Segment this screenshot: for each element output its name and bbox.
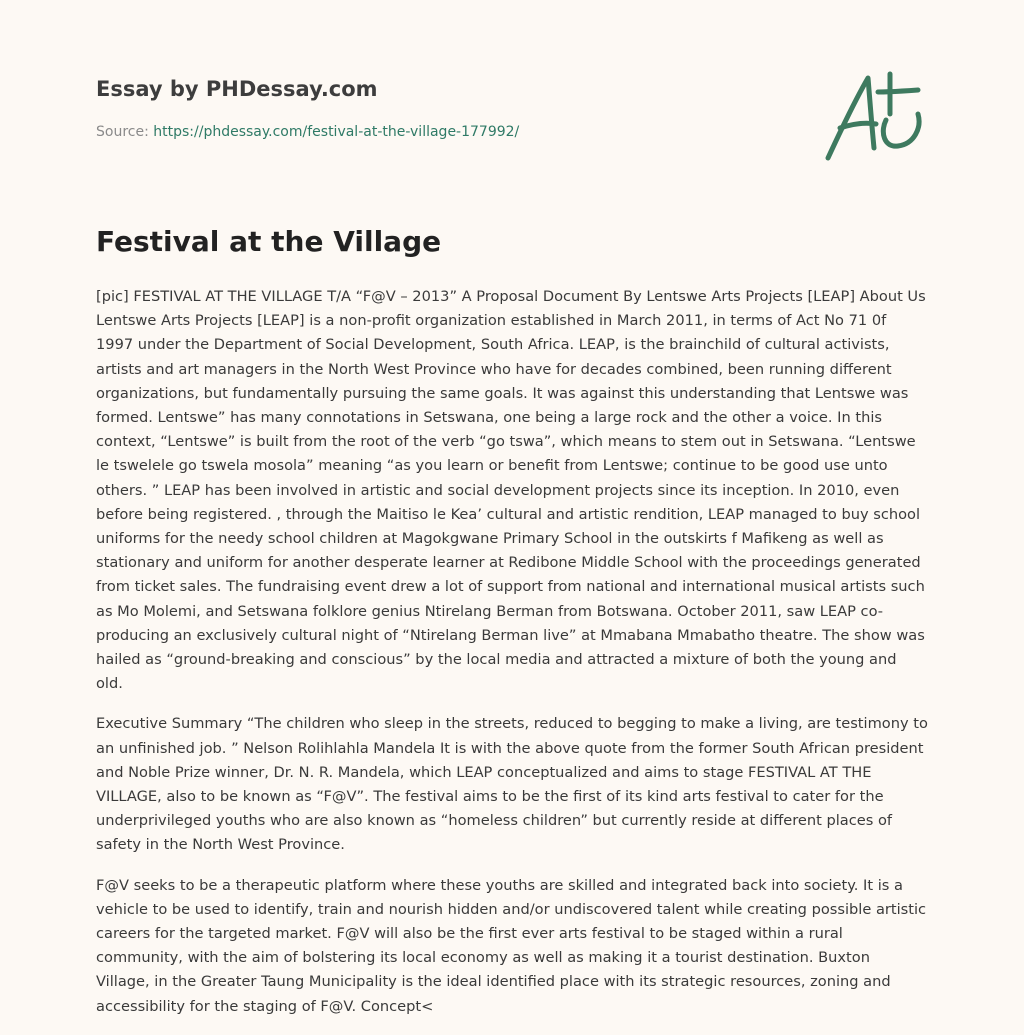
essay-paragraph: [pic] FESTIVAL AT THE VILLAGE T/A “F@V – 2013” A Proposal Document By Lentswe Arts Projects [LEAP] About Us Lentswe Arts Projects [LEAP] is a non-profit organization established in March 2011, in terms of Act No 71 0f 1997 under the Department of Social Development, South Africa. LEAP, is the brainchild of cultural activists, artists and art managers in the North West Province who have for decades combined, been running different organizations, but fundamentally pursuing the same goals. It was against this understanding that Lentswe was formed. Lentswe” has many connotations in Setswana, one being a large rock and the other a voice. In this context, “Lentswe” is built from the root of the verb “go tswa”, which means to stem out in Setswana. “Lentswe le tswelele go tswela mosola” meaning “as you learn or benefit from Lentswe; continue to be good use unto others. ” LEAP has been involved in artistic and social development projects since its inception. In 2010, even before being registered. , through the Maitiso le Kea’ cultural and artistic rendition, LEAP managed to buy school uniforms for the needy school children at Magokgwane Primary School in the outskirts f Mafikeng as well as stationary and uniform for another desperate learner at Redibone Middle School with the proceedings generated from ticket sales. The fundraising event drew a lot of support from national and international musical artists such as Mo Molemi, and Setswana folklore genius Ntirelang Berman from Botswana. October 2011, saw LEAP co-producing an exclusively cultural night of “Ntirelang Berman live” at Mmabana Mmabatho theatre. The show was hailed as “ground-breaking and conscious” by the local media and attracted a mixture of both the young and old. [96,288,926,693]
a-plus-logo-icon [820,62,930,167]
essay-title: Festival at the Village [96,225,442,258]
site-brand: Essay by PHDessay.com [96,77,378,101]
source-label: Source: [96,124,154,140]
source-link[interactable]: https://phdessay.com/festival-at-the-village-177992/ [153,124,520,140]
essay-paragraph: F@V seeks to be a therapeutic platform where these youths are skilled and integrated back into society. It is a vehicle to be used to identify, train and nourish hidden and/or undiscovered talent while creating possible artistic careers for the targeted market. F@V will also be the first ever arts festival to be staged within a rural community, with the aim of bolstering its local economy as well as making it a tourist destination. Buxton Village, in the Greater Taung Municipality is the ideal identified place with its strategic resources, zoning and accessibility for the staging of F@V. Concept< [96,876,927,1015]
essay-paragraph: Executive Summary “The children who sleep in the streets, reduced to begging to make a living, are testimony to an unfinished job. ” Nelson Rolihlahla Mandela It is with the above quote from the former South African president and Noble Prize winner, Dr. N. R. Mandela, which LEAP conceptualized and aims to stage FESTIVAL AT THE VILLAGE, also to be known as “F@V”. The festival aims to be the first of its kind arts festival to cater for the underprivileged youths who are also known as “homeless children” but currently reside at different places of safety in the North West Province. [96,715,928,854]
source-line [96,124,519,140]
essay-body [96,285,928,1035]
